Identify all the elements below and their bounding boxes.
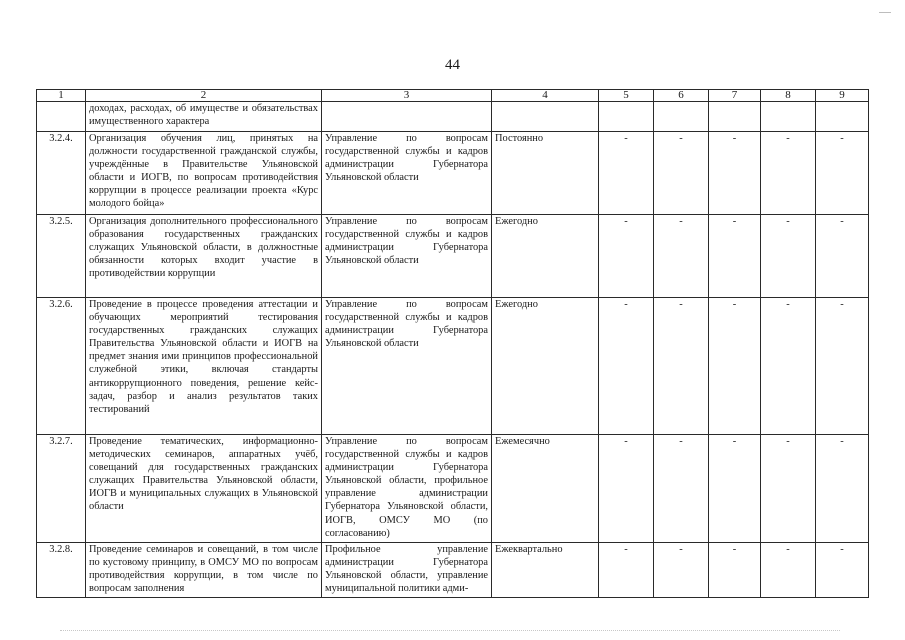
indicator-cell: - <box>599 215 654 298</box>
table-row <box>37 298 869 435</box>
executor-cell: Управление по вопросам государственной службы и кадров администрации Губернатора Ульяновской области, профильное управление администрации Губернатора Ульяновской области, ИОГВ, ОМСУ МО (по согласованию) <box>322 435 492 543</box>
row-number-cell: 3.2.7. <box>37 435 86 543</box>
row-number-cell: 3.2.4. <box>37 132 86 215</box>
indicator-cell: - <box>654 215 709 298</box>
header-cell: 7 <box>709 90 761 102</box>
table-row <box>37 435 869 543</box>
table-row <box>37 543 869 598</box>
indicator-cell <box>709 102 761 132</box>
term-cell: Ежеквартально <box>492 543 599 598</box>
header-cell: 2 <box>86 90 322 102</box>
indicator-cell <box>816 102 869 132</box>
indicator-cell: - <box>599 132 654 215</box>
indicator-cell: - <box>816 215 869 298</box>
page-number: 44 <box>445 57 460 73</box>
row-number-cell <box>37 102 86 132</box>
indicator-cell: - <box>599 435 654 543</box>
executor-cell <box>322 102 492 132</box>
table-row <box>37 102 869 132</box>
indicator-cell: - <box>761 215 816 298</box>
measures-table <box>36 89 869 598</box>
indicator-cell: - <box>709 215 761 298</box>
indicator-cell: - <box>654 132 709 215</box>
executor-cell: Управление по вопросам государственной службы и кадров администрации Губернатора Ульяновской области <box>322 132 492 215</box>
indicator-cell: - <box>654 543 709 598</box>
indicator-cell <box>599 102 654 132</box>
row-number-cell: 3.2.6. <box>37 298 86 435</box>
term-cell: Постоянно <box>492 132 599 215</box>
measure-cell: Проведение тематических, информационно-методических семинаров, аппаратных учёб, совещаний для государственных гражданских служащих Правительства Ульяновской области, ИОГВ и муниципальных служащих в Ульяновской области <box>86 435 322 543</box>
indicator-cell <box>761 102 816 132</box>
executor-cell: Управление по вопросам государственной службы и кадров администрации Губернатора Ульяновской области <box>322 215 492 298</box>
indicator-cell: - <box>599 298 654 435</box>
term-cell: Ежегодно <box>492 215 599 298</box>
header-cell: 9 <box>816 90 869 102</box>
row-number-cell: 3.2.8. <box>37 543 86 598</box>
indicator-cell: - <box>654 298 709 435</box>
indicator-cell: - <box>816 132 869 215</box>
indicator-cell: - <box>709 298 761 435</box>
header-cell: 1 <box>37 90 86 102</box>
indicator-cell: - <box>761 298 816 435</box>
indicator-cell: - <box>761 435 816 543</box>
indicator-cell <box>654 102 709 132</box>
executor-cell: Управление по вопросам государственной службы и кадров администрации Губернатора Ульяновской области <box>322 298 492 435</box>
indicator-cell: - <box>816 543 869 598</box>
measure-cell: Проведение в процессе проведения аттестации и обучающих мероприятий тестирования государственных гражданских служащих Правительства Ульяновской области и ИОГВ на предмет знания ими принципов профессиональной служебной этики, включая стандарты антикоррупционного поведения, решение кейс-задач, разбор и анализ результатов таких тестирований <box>86 298 322 435</box>
indicator-cell: - <box>709 435 761 543</box>
term-cell: Ежемесячно <box>492 435 599 543</box>
table-row <box>37 132 869 215</box>
indicator-cell: - <box>816 298 869 435</box>
term-cell: Ежегодно <box>492 298 599 435</box>
indicator-cell: - <box>599 543 654 598</box>
measure-cell: доходах, расходах, об имуществе и обязательствах имущественного характера <box>86 102 322 132</box>
indicator-cell: - <box>761 132 816 215</box>
indicator-cell: - <box>761 543 816 598</box>
header-cell: 8 <box>761 90 816 102</box>
indicator-cell: - <box>816 435 869 543</box>
executor-cell: Профильное управление администрации Губернатора Ульяновской области, управление муниципальной политики адми- <box>322 543 492 598</box>
header-cell: 6 <box>654 90 709 102</box>
scan-mark <box>879 12 891 13</box>
header-cell: 5 <box>599 90 654 102</box>
table-header-row <box>37 90 869 102</box>
measure-cell: Организация обучения лиц, принятых на должности государственной гражданской службы, учреждённые в Правительстве Ульяновской области и ИОГВ, по вопросам противодействия коррупции в процессе реализации проекта «Курс молодого бойца» <box>86 132 322 215</box>
header-cell: 4 <box>492 90 599 102</box>
indicator-cell: - <box>709 543 761 598</box>
indicator-cell: - <box>654 435 709 543</box>
measure-cell: Организация дополнительного профессионального образования государственных гражданских служащих Ульяновской области, в должностные обязанности которых входит участие в противодействии коррупции <box>86 215 322 298</box>
row-number-cell: 3.2.5. <box>37 215 86 298</box>
measure-cell: Проведение семинаров и совещаний, в том числе по кустовому принципу, в ОМСУ МО по вопросам противодействия коррупции, в том числе по вопросам заполнения <box>86 543 322 598</box>
indicator-cell: - <box>709 132 761 215</box>
term-cell <box>492 102 599 132</box>
header-cell: 3 <box>322 90 492 102</box>
table-row <box>37 215 869 298</box>
scan-artifact-line <box>60 630 840 632</box>
